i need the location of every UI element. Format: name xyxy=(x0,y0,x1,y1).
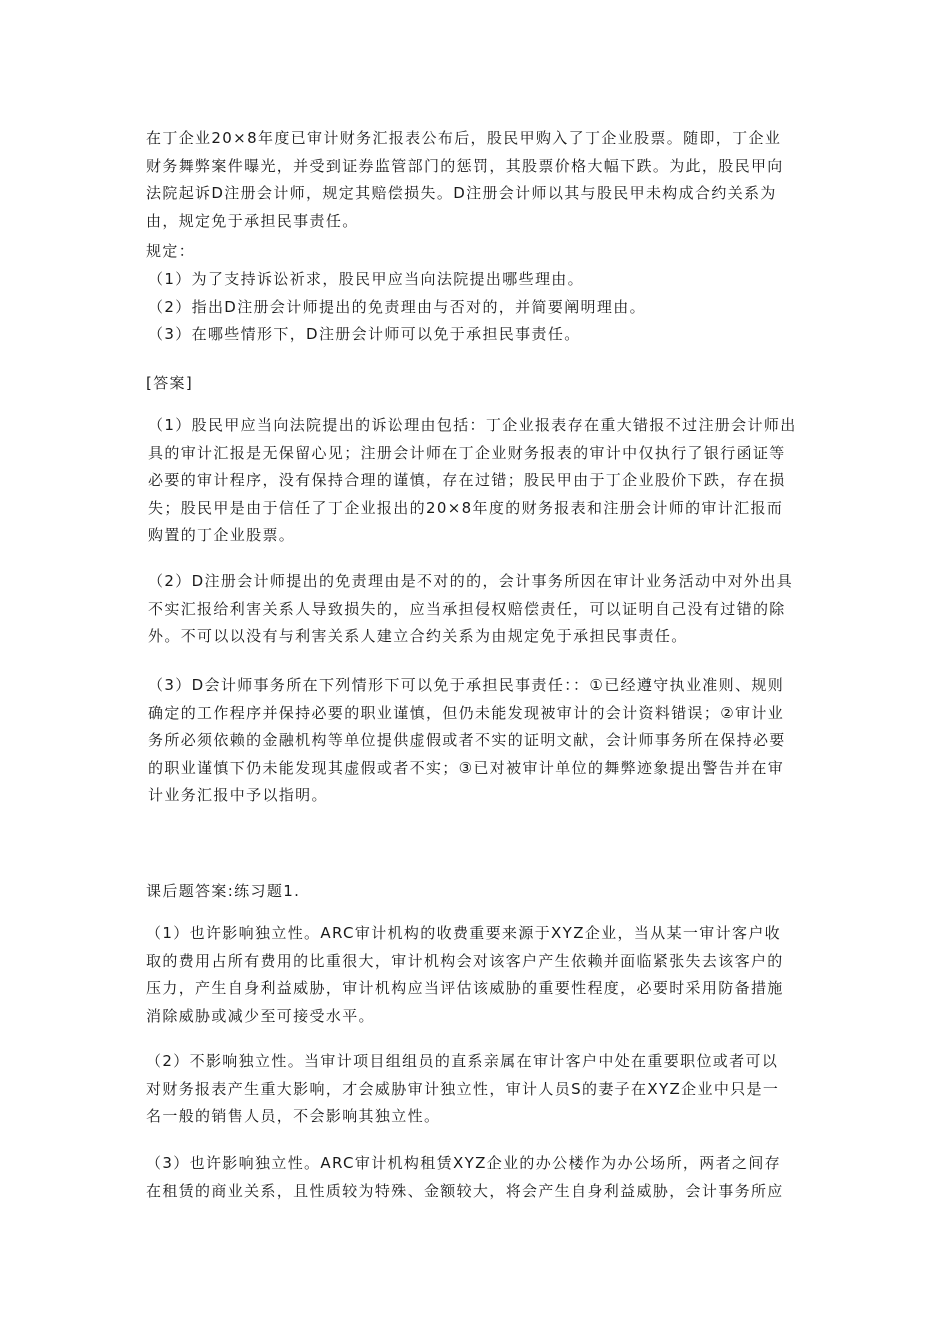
requirement-item: （2）指出D注册会计师提出的免责理由与否对的，并简要阐明理由。 xyxy=(148,297,646,316)
text-line: （3）也许影响独立性。ARC审计机构租赁XYZ企业的办公楼作为办公场所，两者之间存 xyxy=(146,1154,782,1172)
text-line: 计业务汇报中予以指明。 xyxy=(148,786,328,804)
exercise-title: 课后题答案:练习题1. xyxy=(146,882,301,900)
text-line: 确定的工作程序并保持必要的职业谨慎，但仍未能发现被审计的会计资料错误；②审计业 xyxy=(148,703,785,722)
text-line: 取的费用占所有费用的比重很大，审计机构会对该客户产生依赖并面临紧张失去该客户的 xyxy=(146,951,784,970)
text-line: 购置的丁企业股票。 xyxy=(148,526,296,544)
requirement-list xyxy=(146,266,818,349)
answer-paragraph-3 xyxy=(146,672,818,810)
text-line: 对财务报表产生重大影响，才会威胁审计独立性，审计人员S的妻子在XYZ企业中只是一 xyxy=(146,1079,780,1098)
answer-label: [答案] xyxy=(146,374,194,392)
answer-paragraph-2 xyxy=(146,568,818,651)
text-line: 的职业谨慎下仍未能发现其虚假或者不实；③已对被审计单位的舞弊迹象提出警告并在审 xyxy=(148,758,785,777)
text-line: 消除威胁或减少至可接受水平。 xyxy=(146,1006,375,1025)
requirement-item: （1）为了支持诉讼祈求，股民甲应当向法院提出哪些理由。 xyxy=(148,270,584,288)
text-line: 务所必须依赖的金融机构等单位提供虚假或者不实的证明文献，会计师事务所在保持必要 xyxy=(148,731,786,749)
text-line: 法院起诉D注册会计师，规定其赔偿损失。D注册会计师以其与股民甲未构成合约关系为 xyxy=(146,184,777,202)
question-paragraph xyxy=(146,125,816,235)
exercise-answer-2 xyxy=(146,1048,816,1131)
text-line: 在丁企业20×8年度已审计财务汇报表公布后，股民甲购入了丁企业股票。随即，丁企业 xyxy=(146,129,782,147)
text-line: （3）D会计师事务所在下列情形下可以免于承担民事责任：：①已经遵守执业准则、规则 xyxy=(148,676,785,694)
text-line: （2）D注册会计师提出的免责理由是不对的的，会计事务所因在审计业务活动中对外出具 xyxy=(148,572,794,590)
answer-paragraph-1 xyxy=(146,412,818,550)
text-line: 财务舞弊案件曝光，并受到证券监管部门的惩罚，其股票价格大幅下跌。为此，股民甲向 xyxy=(146,156,784,175)
text-line: 在租赁的商业关系，且性质较为特殊、金额较大，将会产生自身利益威胁，会计事务所应 xyxy=(146,1181,784,1200)
requirement-item: （3）在哪些情形下，D注册会计师可以免于承担民事责任。 xyxy=(148,325,581,343)
requirements-heading: 规定： xyxy=(146,242,196,260)
text-line: 名一般的销售人员，不会影响其独立性。 xyxy=(146,1107,441,1125)
text-line: 必要的审计程序，没有保持合理的谨慎，存在过错；股民甲由于丁企业股价下跌，存在损 xyxy=(148,471,786,489)
text-line: （1）股民甲应当向法院提出的诉讼理由包括：丁企业报表存在重大错报不过注册会计师出 xyxy=(148,416,797,434)
exercise-answer-3 xyxy=(146,1150,816,1205)
text-line: 外。不可以以没有与利害关系人建立合约关系为由规定免于承担民事责任。 xyxy=(148,627,688,645)
exercise-answer-1 xyxy=(146,920,816,1030)
text-line: 压力，产生自身利益威胁，审计机构应当评估该威胁的重要性程度，必要时采用防备措施 xyxy=(146,979,784,997)
requirements xyxy=(146,238,816,266)
text-line: 不实汇报给利害关系人导致损失的，应当承担侵权赔偿责任，可以证明自己没有过错的除 xyxy=(148,599,786,618)
text-line: 由，规定免于承担民事责任。 xyxy=(146,211,359,230)
text-line: 失；股民甲是由于信任了丁企业报出的20×8年度的财务报表和注册会计师的审计汇报而 xyxy=(148,498,784,517)
text-line: 具的审计汇报是无保留心见；注册会计师在丁企业财务报表的审计中仅执行了银行函证等 xyxy=(148,443,786,462)
text-line: （2）不影响独立性。当审计项目组组员的直系亲属在审计客户中处在重要职位或者可以 xyxy=(146,1052,779,1070)
text-line: （1）也许影响独立性。ARC审计机构的收费重要来源于XYZ企业，当从某一审计客户收 xyxy=(146,924,782,942)
